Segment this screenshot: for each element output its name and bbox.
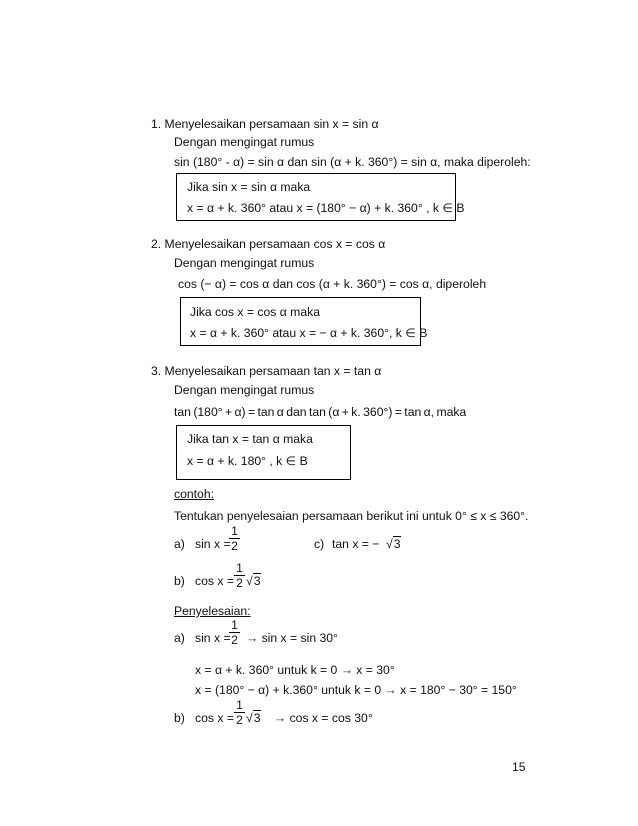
example-a-label: a) bbox=[174, 537, 185, 551]
solution-b-label: b) bbox=[174, 711, 185, 725]
item-3-intro: Dengan mengingat rumus bbox=[174, 383, 315, 397]
item-2-heading: 2. Menyelesaikan persamaan cos x = cos α bbox=[151, 237, 386, 251]
fraction-denominator: 2 bbox=[231, 633, 238, 647]
item-1-box-line-2: x = α + k. 360° atau x = (180° − α) + k. 360° , k ∈ B bbox=[187, 201, 465, 215]
fraction-denominator: 2 bbox=[231, 539, 238, 553]
item-3-heading: 3. Menyelesaikan persamaan tan x = tan α bbox=[151, 364, 382, 378]
example-b-label: b) bbox=[174, 574, 185, 588]
item-2-rule-box bbox=[180, 297, 428, 346]
sqrt-radicand: 3 bbox=[253, 574, 261, 588]
example-a-fraction bbox=[229, 525, 240, 552]
solution-a-line-2: x = (180° − α) + k.360° untuk k = 0 → x = 180° − 30° = 150° bbox=[195, 683, 517, 697]
example-b-lhs: cos x = bbox=[195, 574, 234, 588]
item-3-box-line-1: Jika tan x = tan α maka bbox=[187, 432, 313, 446]
item-2-intro: Dengan mengingat rumus bbox=[174, 256, 315, 270]
example-title: contoh: bbox=[174, 487, 214, 501]
item-1-intro: Dengan mengingat rumus bbox=[174, 135, 315, 149]
item-2-box-line-2: x = α + k. 360° atau x = − α + k. 360°, k ∈ B bbox=[190, 326, 428, 340]
fraction-denominator: 2 bbox=[236, 713, 243, 727]
example-task: Tentukan penyelesaian persamaan berikut ini untuk 0° ≤ x ≤ 360°. bbox=[174, 509, 529, 523]
fraction-numerator: 1 bbox=[236, 561, 243, 575]
example-b-sqrt bbox=[246, 574, 261, 588]
item-2-formula: cos (− α) = cos α dan cos (α + k. 360°) = cos α, diperoleh bbox=[178, 277, 487, 291]
solution-a-lhs: sin x = bbox=[195, 631, 231, 645]
solution-b-fraction bbox=[234, 699, 245, 726]
solution-b-rhs: → cos x = cos 30° bbox=[274, 711, 373, 725]
fraction-numerator: 1 bbox=[231, 618, 238, 632]
fraction-numerator: 1 bbox=[236, 698, 243, 712]
page-number: 15 bbox=[512, 760, 526, 774]
example-c-label: c) bbox=[314, 537, 325, 551]
item-1-rule-box bbox=[176, 173, 465, 221]
solution-a-line-1: x = α + k. 360° untuk k = 0 → x = 30° bbox=[195, 663, 395, 677]
item-1-formula: sin (180° - α) = sin α dan sin (α + k. 360°) = sin α, maka diperoleh: bbox=[174, 155, 531, 169]
item-2-box-line-1: Jika cos x = cos α maka bbox=[190, 305, 320, 319]
sqrt-sign: √ bbox=[246, 711, 253, 725]
solution-a-rhs: → sin x = sin 30° bbox=[246, 631, 338, 645]
sqrt-sign: √ bbox=[246, 574, 253, 588]
solution-title: Penyelesaian: bbox=[174, 604, 251, 618]
example-c-sqrt bbox=[386, 537, 401, 551]
solution-b-lhs: cos x = bbox=[195, 711, 234, 725]
example-c-lhs: tan x = − bbox=[332, 537, 380, 551]
item-1-box-line-1: Jika sin x = sin α maka bbox=[187, 180, 311, 194]
fraction-numerator: 1 bbox=[231, 524, 238, 538]
sqrt-radicand: 3 bbox=[253, 711, 261, 725]
item-3-box-line-2: x = α + k. 180° , k ∈ B bbox=[187, 454, 308, 468]
example-a-lhs: sin x = bbox=[195, 537, 231, 551]
sqrt-radicand: 3 bbox=[393, 537, 401, 551]
item-3-formula: tan (180° + α) = tan α dan tan (α + k. 360°) = tan α, maka bbox=[174, 405, 467, 419]
item-3-rule-box bbox=[176, 425, 351, 480]
solution-a-label: a) bbox=[174, 631, 185, 645]
item-1-heading: 1. Menyelesaikan persamaan sin x = sin α bbox=[151, 117, 379, 131]
solution-b-sqrt bbox=[246, 711, 261, 725]
example-b-fraction bbox=[234, 562, 245, 589]
solution-a-fraction bbox=[229, 619, 240, 646]
fraction-denominator: 2 bbox=[236, 576, 243, 590]
sqrt-sign: √ bbox=[386, 537, 393, 551]
